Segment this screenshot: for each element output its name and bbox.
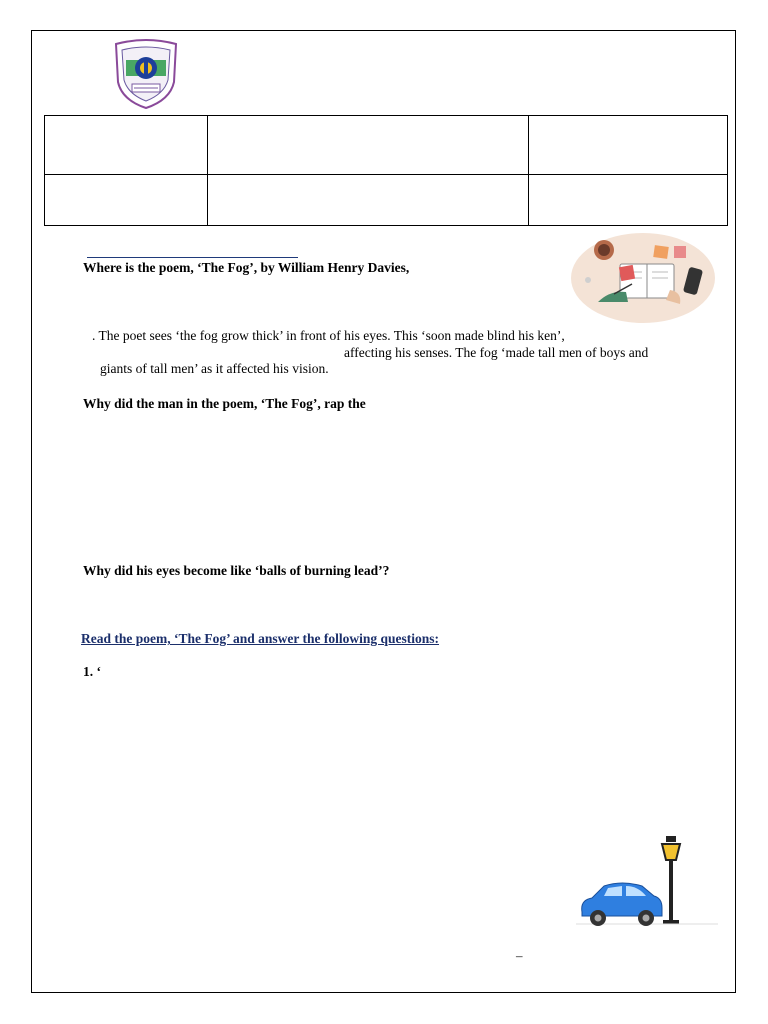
answer-line-1: . The poet sees ‘the fog grow thick’ in front of his eyes. This ‘soon made blind his ken’, [92,328,565,343]
car-lamppost-illustration [576,834,721,934]
header-cell [529,116,728,175]
school-crest-logo [110,38,182,110]
header-cell [208,175,529,226]
question-where: Where is the poem, ‘The Fog’, by William Henry Davies, [83,260,410,275]
header-cell [529,175,728,226]
underline-rule [87,257,298,258]
header-cell [45,175,208,226]
section-heading: Read the poem, ‘The Fog’ and answer the following questions: [81,631,440,646]
study-desk-illustration [570,232,716,324]
footer-dash: – [516,948,523,963]
header-info-table [44,115,728,226]
header-cell [208,116,529,175]
answer-line-2: affecting his senses. The fog ‘made tall men of boys and [344,345,649,360]
question-eyes: Why did his eyes become like ‘balls of burning lead’? [83,563,390,578]
header-cell [45,116,208,175]
answer-line-3: giants of tall men’ as it affected his vision. [100,361,329,376]
question-rap: Why did the man in the poem, ‘The Fog’, rap the [83,396,366,411]
question-item-1: 1. ‘ [83,664,101,679]
